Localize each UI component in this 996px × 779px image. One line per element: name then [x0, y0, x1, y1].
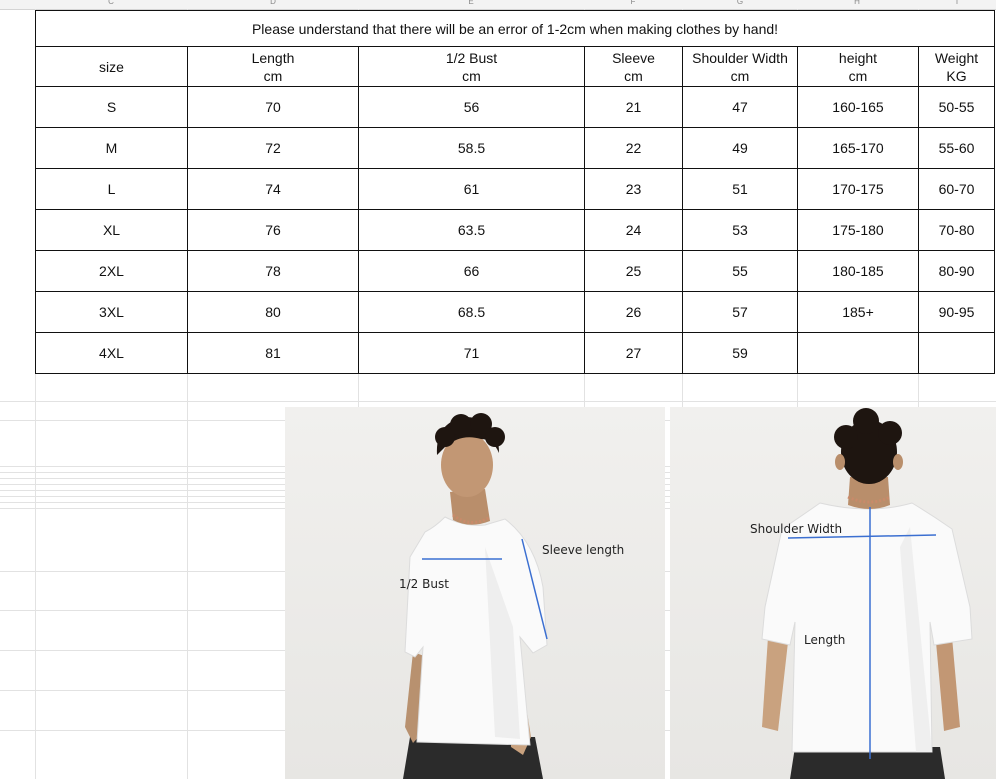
table-cell[interactable]	[798, 333, 919, 374]
table-cell[interactable]: 55	[683, 251, 798, 292]
back-model-illustration	[670, 407, 996, 779]
length-label: Length	[804, 633, 846, 647]
table-row	[36, 169, 995, 210]
table-cell[interactable]: XL	[36, 210, 188, 251]
table-cell[interactable]: 58.5	[359, 128, 585, 169]
header-length[interactable]: Length cm	[188, 47, 359, 87]
table-cell[interactable]: 63.5	[359, 210, 585, 251]
table-cell[interactable]: S	[36, 87, 188, 128]
table-cell[interactable]: 3XL	[36, 292, 188, 333]
table-cell[interactable]: 61	[359, 169, 585, 210]
table-cell[interactable]: 76	[188, 210, 359, 251]
table-cell[interactable]: 71	[359, 333, 585, 374]
table-cell[interactable]: L	[36, 169, 188, 210]
front-model-illustration	[285, 407, 665, 779]
header-shoulder-width[interactable]: Shoulder Width cm	[683, 47, 798, 87]
table-cell[interactable]: 165-170	[798, 128, 919, 169]
table-cell[interactable]: 80-90	[919, 251, 995, 292]
table-cell[interactable]: 90-95	[919, 292, 995, 333]
column-letter-f[interactable]: F	[630, 0, 636, 6]
table-cell[interactable]: M	[36, 128, 188, 169]
table-cell[interactable]: 60-70	[919, 169, 995, 210]
column-header-bar	[0, 0, 996, 10]
table-cell[interactable]: 24	[585, 210, 683, 251]
table-row	[36, 251, 995, 292]
table-cell[interactable]	[919, 333, 995, 374]
table-row	[36, 87, 995, 128]
table-cell[interactable]: 180-185	[798, 251, 919, 292]
table-row	[36, 333, 995, 374]
column-letter-d[interactable]: D	[270, 0, 276, 6]
table-cell[interactable]: 47	[683, 87, 798, 128]
notice-row	[36, 11, 995, 47]
header-row	[36, 47, 995, 87]
sleeve-length-label: Sleeve length	[542, 543, 625, 557]
table-cell[interactable]: 160-165	[798, 87, 919, 128]
table-cell[interactable]: 185+	[798, 292, 919, 333]
table-cell[interactable]: 66	[359, 251, 585, 292]
table-cell[interactable]: 49	[683, 128, 798, 169]
column-letter-i[interactable]: I	[955, 0, 959, 6]
header-size[interactable]: size	[36, 47, 188, 87]
table-cell[interactable]: 68.5	[359, 292, 585, 333]
table-cell[interactable]: 50-55	[919, 87, 995, 128]
table-cell[interactable]: 57	[683, 292, 798, 333]
table-cell[interactable]: 23	[585, 169, 683, 210]
table-cell[interactable]: 2XL	[36, 251, 188, 292]
front-measure-photo	[285, 407, 665, 779]
table-cell[interactable]: 170-175	[798, 169, 919, 210]
table-row	[36, 210, 995, 251]
column-letter-g[interactable]: G	[736, 0, 744, 6]
table-cell[interactable]: 51	[683, 169, 798, 210]
size-chart-table	[35, 10, 995, 374]
table-cell[interactable]: 22	[585, 128, 683, 169]
column-letter-e[interactable]: E	[468, 0, 474, 6]
table-cell[interactable]: 70	[188, 87, 359, 128]
table-cell[interactable]: 26	[585, 292, 683, 333]
table-row	[36, 292, 995, 333]
table-cell[interactable]: 70-80	[919, 210, 995, 251]
half-bust-label: 1/2 Bust	[399, 577, 449, 591]
table-cell[interactable]: 72	[188, 128, 359, 169]
table-cell[interactable]: 175-180	[798, 210, 919, 251]
table-cell[interactable]: 55-60	[919, 128, 995, 169]
table-cell[interactable]: 81	[188, 333, 359, 374]
table-cell[interactable]: 53	[683, 210, 798, 251]
table-cell[interactable]: 59	[683, 333, 798, 374]
table-row	[36, 128, 995, 169]
header-sleeve[interactable]: Sleeve cm	[585, 47, 683, 87]
column-letter-h[interactable]: H	[854, 0, 860, 6]
table-cell[interactable]: 80	[188, 292, 359, 333]
table-cell[interactable]: 21	[585, 87, 683, 128]
table-cell[interactable]: 78	[188, 251, 359, 292]
shoulder-width-label: Shoulder Width	[750, 522, 843, 536]
table-cell[interactable]: 25	[585, 251, 683, 292]
table-cell[interactable]: 27	[585, 333, 683, 374]
column-letter-c[interactable]: C	[108, 0, 114, 6]
table-cell[interactable]: 56	[359, 87, 585, 128]
table-cell[interactable]: 4XL	[36, 333, 188, 374]
header-weight[interactable]: Weight KG	[919, 47, 995, 87]
table-cell[interactable]: 74	[188, 169, 359, 210]
header-height[interactable]: height cm	[798, 47, 919, 87]
handmade-error-notice[interactable]: Please understand that there will be an error of 1-2cm when making clothes by hand!	[36, 11, 995, 47]
back-measure-photo	[670, 407, 996, 779]
header-half-bust[interactable]: 1/2 Bust cm	[359, 47, 585, 87]
